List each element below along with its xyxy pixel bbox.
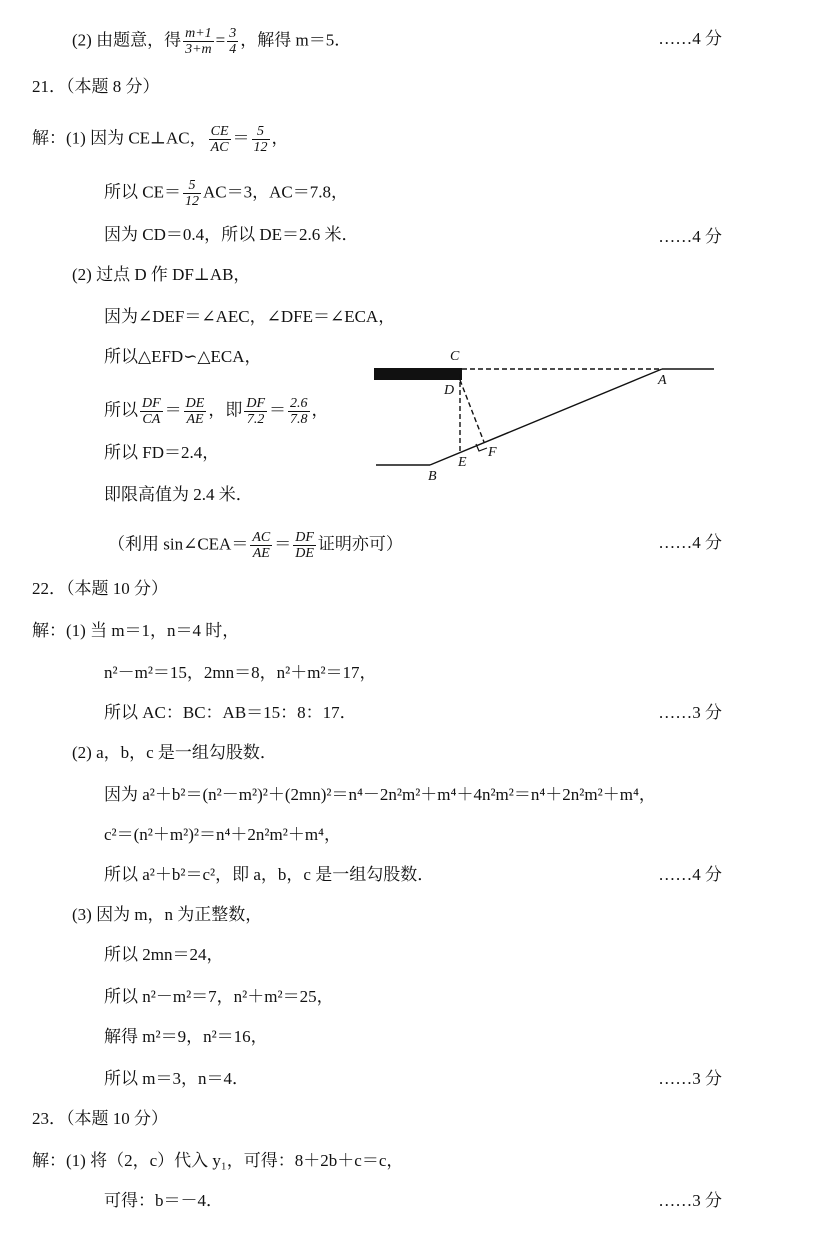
q21-figure — [370, 344, 720, 484]
q21-line-8: 即限高值为 2.4 米． — [104, 485, 253, 504]
q22-line-8: 所以 n²－m²＝7，n²＋m²＝25， — [104, 987, 334, 1006]
figure-dashed-df — [460, 380, 484, 442]
q20-part2-line: (2) 由题意，得 $\frac{m+1}{3+m}$ = $\frac{3}{4}$ ，解得 m＝5． — [72, 26, 352, 57]
q21-line-2: 所以 CE＝ $\frac{5}{12}$ AC＝3，AC＝7.8， — [104, 178, 348, 209]
q21-fraction-ce-ac: $\frac{CE}{AC}$ — [210, 124, 229, 155]
q22-line-4: 因为 a²＋b²＝(n²－m²)²＋(2mn)²＝n⁴－2n²m²＋m⁴＋4n²m²＝n⁴＋2n²m²＋m⁴， — [104, 785, 656, 804]
q22-line-6: 所以 a²＋b²＝c²，即 a，b，c 是一组勾股数． — [104, 865, 435, 884]
q20-fraction: $\frac{m+1}{3+m}$ — [185, 26, 212, 57]
q23-line-1: 解：(1) 将（2，c）代入 y₁，可得：8＋2b＋c＝c， — [32, 1151, 404, 1170]
q23-score: ……3 分 — [658, 1191, 722, 1210]
q22-part3-heading: (3) 因为 m，n 为正整数， — [72, 905, 263, 924]
q23-line-2: 可得：b＝－4． — [104, 1191, 223, 1210]
figure-bar — [374, 368, 462, 380]
q21-line-6: 所以 $\frac{DF}{CA}$ ＝ $\frac{DE}{AE}$ ，即 $\frac{DF}{7.2}$ ＝ $\frac{2.6}{7.8}$ ， — [104, 396, 329, 427]
q20-fraction-result: $\frac{3}{4}$ — [229, 26, 237, 57]
q21-line-5: 所以△EFD∽△ECA， — [104, 347, 262, 366]
q21-fraction-5-12: $\frac{5}{12}$ — [253, 124, 268, 155]
q21-line-3: 因为 CD＝0.4，所以 DE＝2.6 米． — [104, 225, 359, 244]
q22-line-5: c²＝(n²＋m²)²＝n⁴＋2n²m²＋m⁴， — [104, 825, 341, 844]
q23-heading: 23．（本题 10 分） — [32, 1109, 168, 1128]
figure-label-d: D — [444, 383, 455, 398]
q21-line-7: 所以 FD＝2.4， — [104, 443, 220, 462]
q21-fraction-ac-ae: $\frac{AC}{AE}$ — [252, 530, 271, 561]
q21-line-4: 因为∠DEF＝∠AEC，∠DFE＝∠ECA， — [104, 307, 396, 326]
figure-label-c: C — [450, 349, 460, 364]
q20-score: ……4 分 — [658, 29, 722, 48]
q22-line-2: n²－m²＝15，2mn＝8，n²＋m²＝17， — [104, 663, 377, 682]
q22-score-2: ……4 分 — [658, 865, 722, 884]
q21-fraction-de-ae: $\frac{DE}{AE}$ — [185, 396, 205, 427]
q22-line-3: 所以 AC：BC：AB＝15：8：17． — [104, 703, 357, 722]
q21-line-1: 解：(1) 因为 CE⊥AC， $\frac{CE}{AC}$ ＝ $\frac{5}{12}$ ， — [32, 124, 289, 155]
figure-label-f: F — [488, 445, 497, 460]
q21-part2-heading: (2) 过点 D 作 DF⊥AB， — [72, 265, 251, 284]
q22-part2-heading: (2) a，b，c 是一组勾股数． — [72, 743, 277, 762]
q21-score-2: ……4 分 — [658, 533, 722, 552]
figure-label-a: A — [658, 373, 667, 388]
figure-label-e: E — [458, 455, 467, 470]
q21-fraction-df-72: $\frac{DF}{7.2}$ — [246, 396, 266, 427]
q22-heading: 22．（本题 10 分） — [32, 579, 168, 598]
q21-fraction-df-de: $\frac{DF}{DE}$ — [295, 530, 314, 561]
q21-score-1: ……4 分 — [658, 227, 722, 246]
q22-line-9: 解得 m²＝9，n²＝16， — [104, 1027, 268, 1046]
q21-heading: 21．（本题 8 分） — [32, 77, 160, 96]
q22-line-7: 所以 2mn＝24， — [104, 945, 224, 964]
figure-slope-ab — [430, 369, 662, 465]
q22-score-3: ……3 分 — [658, 1069, 722, 1088]
q22-line-1: 解：(1) 当 m＝1，n＝4 时， — [32, 621, 240, 640]
q21-fraction-26-78: $\frac{2.6}{7.8}$ — [290, 396, 308, 427]
q22-score-1: ……3 分 — [658, 703, 722, 722]
q21-fraction-5-12b: $\frac{5}{12}$ — [184, 178, 199, 209]
q21-line-9: （利用 sin∠CEA＝ $\frac{AC}{AE}$ ＝ $\frac{DF}{DE}$ 证明亦可） — [108, 530, 403, 561]
q21-fraction-df-ca: $\frac{DF}{CA}$ — [142, 396, 161, 427]
figure-label-b: B — [428, 469, 437, 484]
q22-line-10: 所以 m＝3，n＝4． — [104, 1069, 249, 1088]
